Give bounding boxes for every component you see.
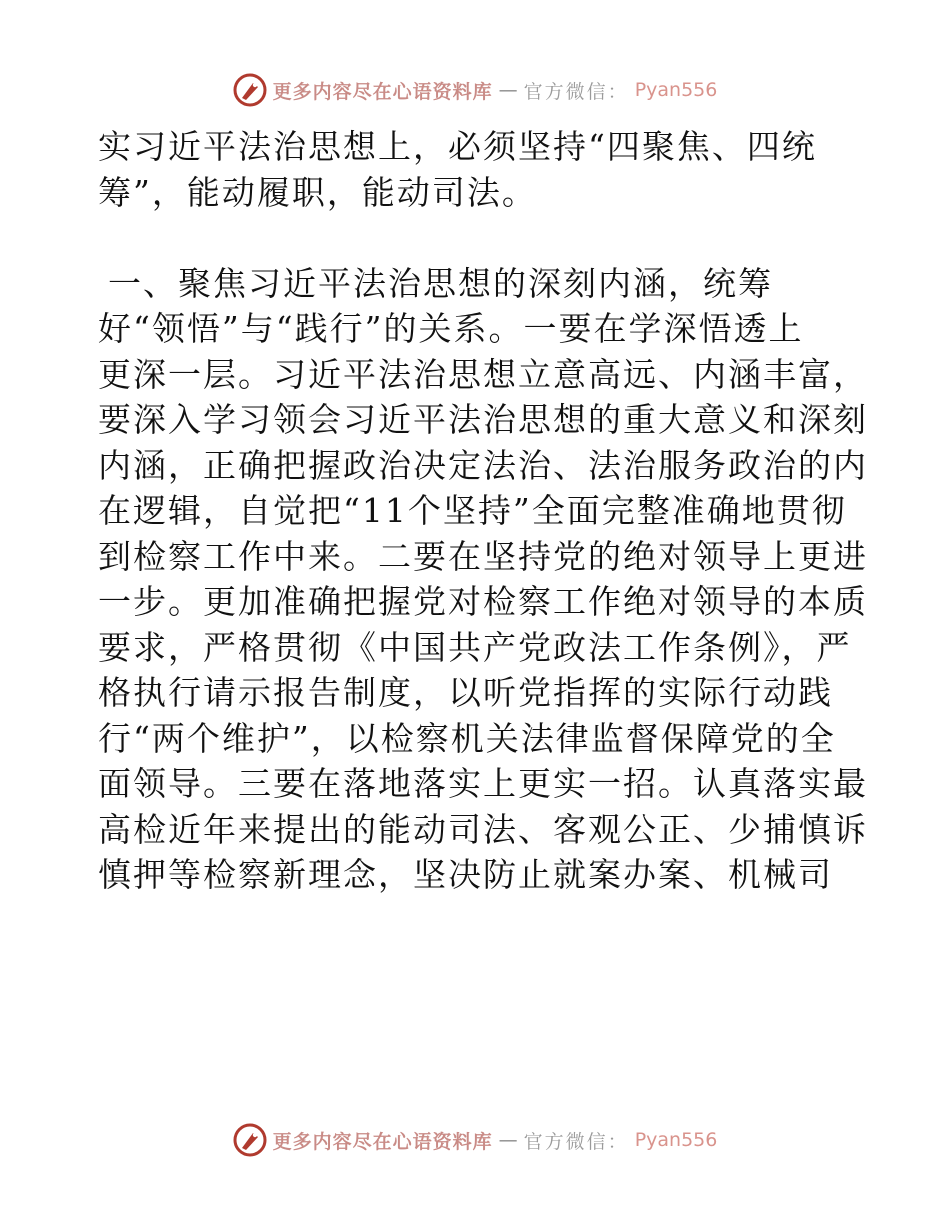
wechat-id: Pyan556 — [634, 1129, 718, 1151]
section-heading-line: 一、聚焦习近平法治思想的深刻内涵，统筹 — [108, 263, 773, 303]
paragraph-gap — [98, 215, 858, 261]
wechat-label: 官方微信： — [523, 80, 629, 103]
brand-text: 更多内容尽在心语资料库 — [272, 80, 493, 103]
text-line: 行“两个维护”，以检察机关法律监督保障党的全 — [98, 718, 836, 758]
pen-nib-logo-icon — [233, 1123, 267, 1157]
text-line: 筹”，能动履职，能动司法。 — [98, 172, 537, 212]
brand-text: 更多内容尽在心语资料库 — [272, 1130, 493, 1153]
text-line: 内涵，正确把握政治决定法治、法治服务政治的内 — [98, 445, 868, 485]
text-line: 一步。更加准确把握党对检察工作绝对领导的本质 — [98, 582, 868, 621]
text-line: 在逻辑，自觉把“11个坚持”全面完整准确地贯彻 — [98, 491, 847, 530]
pen-nib-logo-icon — [233, 73, 267, 107]
footer-watermark-banner — [0, 1120, 950, 1160]
banner-separator: — — [498, 1129, 518, 1151]
text-line: 到检察工作中来。二要在坚持党的绝对领导上更进 — [98, 536, 868, 576]
text-line: 慎押等检察新理念，坚决防止就案办案、机械司 — [98, 855, 833, 894]
text-line: 格执行请示报告制度，以听党指挥的实际行动践 — [98, 673, 833, 712]
wechat-label: 官方微信： — [523, 1130, 629, 1153]
banner-separator: — — [498, 79, 518, 101]
text-line: 要深入学习领会习近平法治思想的重大意义和深刻 — [98, 400, 868, 439]
header-watermark-banner — [0, 70, 950, 110]
text-line: 实习近平法治思想上，必须坚持“四聚焦、四统 — [98, 127, 817, 166]
document-body — [98, 124, 868, 898]
text-line: 要求，严格贯彻《中国共产党政法工作条例》，严 — [98, 627, 852, 667]
wechat-id: Pyan556 — [634, 79, 718, 101]
text-line: 好“领悟”与“践行”的关系。一要在学深悟透上 — [98, 309, 804, 348]
text-line: 更深一层。习近平法治思想立意高远、内涵丰富， — [98, 354, 868, 394]
text-line: 高检近年来提出的能动司法、客观公正、少捕慎诉 — [98, 809, 868, 849]
text-line: 面领导。三要在落地落实上更实一招。认真落实最 — [98, 764, 868, 803]
